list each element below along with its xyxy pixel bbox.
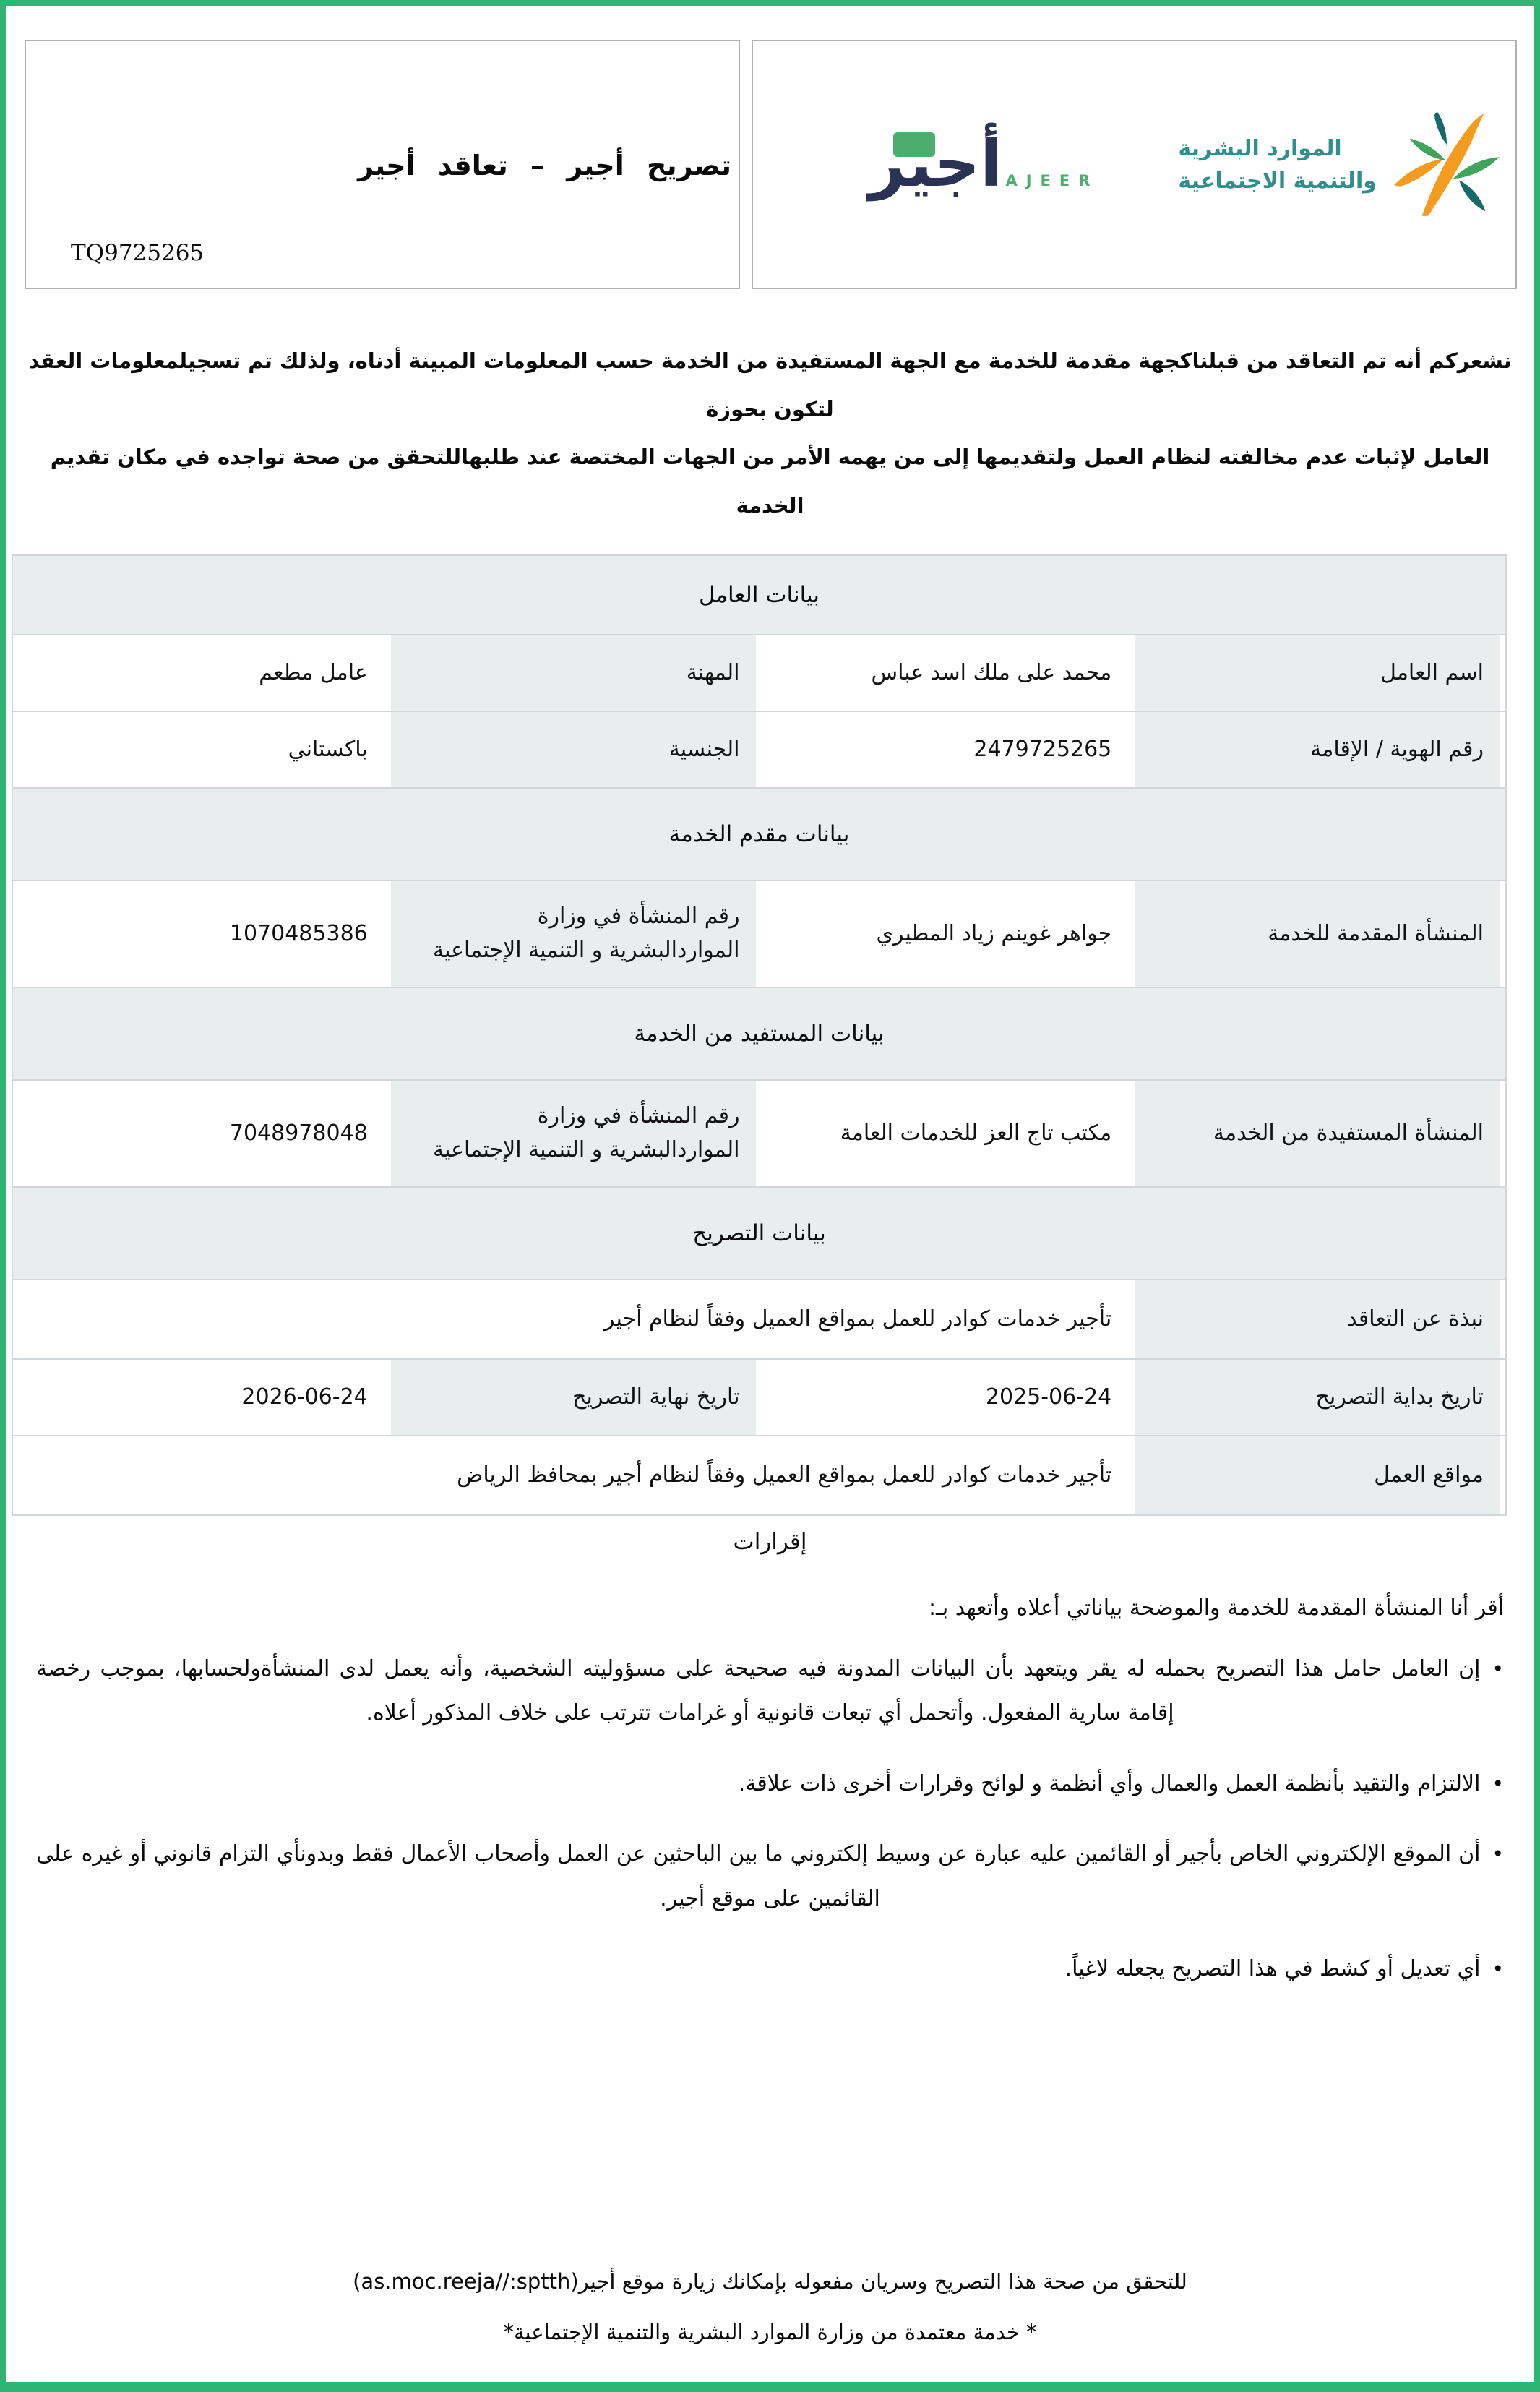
document-header <box>25 40 1517 289</box>
accreditation-note: * خدمة معتمدة من وزارة الموارد البشرية والتنمية الإجتماعية* <box>503 2320 1037 2344</box>
beneficiary-name-value: مكتب تاج العز للخدمات العامة <box>763 1081 1128 1186</box>
contract-about-value: تأجير خدمات كوادر للعمل بمواقع العميل وفقاً لنظام أجير <box>19 1280 1127 1358</box>
worker-name-label: اسم العامل <box>1135 635 1500 711</box>
start-date: 2025-06-24 <box>985 1384 1112 1410</box>
worker-name-value: محمد على ملك اسد عباس <box>763 635 1128 711</box>
section-worker-header: بيانات العامل <box>13 556 1505 634</box>
table-row <box>13 1279 1505 1358</box>
declaration-line: القائمين على موقع أجير. <box>660 1885 880 1911</box>
table-row <box>13 880 1505 987</box>
work-locations-label: مواقع العمل <box>1135 1436 1500 1514</box>
provider-name-label: المنشأة المقدمة للخدمة <box>1135 881 1500 987</box>
start-date-label: تاريخ بداية التصريح <box>1135 1360 1500 1435</box>
verification-text: للتحقق من صحة هذا التصريح وسريان مفعوله بإمكانك زيارة موقع أجير <box>578 2269 1187 2294</box>
id-number: 2479725265 <box>973 736 1112 762</box>
ajeer-logo-latin: AJEER <box>1005 172 1099 190</box>
declaration-text: أي تعديل أو كشط في هذا التصريح يجعله لاغياً. <box>1064 1956 1481 1982</box>
bullet-icon: • <box>1492 1957 1504 1981</box>
id-number-value <box>763 712 1128 787</box>
declaration-item <box>36 1947 1504 1992</box>
work-locations-value: تأجير خدمات كوادر للعمل بمواقع العميل وفقاً لنظام أجير بمحافظ الرياض <box>19 1436 1127 1514</box>
end-date-label: تاريخ نهاية التصريح <box>391 1360 756 1435</box>
declaration-line: إقامة سارية المفعول. وأتحمل أي تبعات قانونية أو غرامات تترتب على خلاف المذكور أعلاه. <box>366 1700 1174 1726</box>
declaration-item <box>36 1762 1504 1806</box>
contract-about-label: نبذة عن التعاقد <box>1135 1280 1500 1358</box>
provider-number-value <box>19 881 384 987</box>
ministry-name <box>1178 132 1376 197</box>
permit-number: TQ9725265 <box>71 240 205 266</box>
end-date: 2026-06-24 <box>241 1384 368 1410</box>
ministry-name-line1: الموارد البشرية <box>1178 135 1342 161</box>
table-row <box>13 1079 1505 1186</box>
table-row <box>13 1435 1505 1514</box>
ajeer-website-url: (as.moc.reeja//:sptth) <box>353 2269 579 2294</box>
beneficiary-number-label: رقم المنشأة في وزارة المواردالبشرية و التنمية الإجتماعية <box>391 1081 756 1186</box>
nationality-label: الجنسية <box>391 712 756 787</box>
logo-box <box>752 40 1517 289</box>
intro-line2: العامل لإثبات عدم مخالفته لنظام العمل ولتقديمها إلى من يهمه الأمر من الجهات المختصة عند طلبهاللتحقق من صحة تواجده في مكان تقديم الخدمة <box>50 445 1490 518</box>
declaration-item <box>36 1832 1504 1921</box>
start-date-value <box>763 1360 1128 1435</box>
ajeer-logo-arabic: أجير <box>869 127 1002 202</box>
declaration-line <box>36 1947 1504 1992</box>
end-date-value <box>19 1360 384 1435</box>
bullet-icon: • <box>1492 1771 1504 1796</box>
document-footer <box>6 2269 1534 2344</box>
declaration-text: الالتزام والتقيد بأنظمة العمل والعمال وأي أنظمة و لوائح وقرارات أخرى ذات علاقة. <box>738 1770 1481 1796</box>
beneficiary-number-value <box>19 1081 384 1186</box>
profession-label: المهنة <box>391 635 756 711</box>
ajeer-logo <box>869 129 1098 200</box>
id-number-label: رقم الهوية / الإقامة <box>1135 712 1500 787</box>
declarations-lead: أقر أنا المنشأة المقدمة للخدمة والموضحة بياناتي أعلاه وأتعهد بـ: <box>928 1595 1504 1621</box>
table-row <box>13 634 1505 711</box>
declaration-line <box>36 1762 1504 1806</box>
provider-number-label: رقم المنشأة في وزارة المواردالبشرية و التنمية الإجتماعية <box>391 881 756 987</box>
declaration-line <box>36 1647 1504 1692</box>
ministry-logo <box>1178 111 1500 219</box>
table-row <box>13 1358 1505 1435</box>
logo-group <box>869 111 1501 219</box>
ajeer-logo-wordmark <box>869 129 1002 200</box>
intro-line1: نشعركم أنه تم التعاقد من قبلناكجهة مقدمة للخدمة مع الجهة المستفيدة من الخدمة حسب المعلومات المبينة أدناه، ولذلك تم تسجيلمعلومات العقد لتكون بحوزة <box>28 348 1512 421</box>
hrsd-palm-icon <box>1393 111 1501 219</box>
title-box <box>25 40 740 289</box>
permit-table <box>12 554 1507 1516</box>
provider-name-value: جواهر غوينم زياد المطيري <box>763 881 1128 987</box>
declarations-title: إقرارات <box>733 1528 807 1555</box>
intro-paragraph <box>27 337 1513 530</box>
verification-note <box>6 2269 1534 2294</box>
provider-number: 1070485386 <box>229 920 368 946</box>
profession-value: عامل مطعم <box>19 635 384 711</box>
section-beneficiary-header: بيانات المستفيد من الخدمة <box>13 987 1505 1079</box>
bullet-icon: • <box>1492 1842 1504 1866</box>
ministry-name-line2: والتنمية الاجتماعية <box>1178 168 1377 194</box>
beneficiary-number: 7048978048 <box>229 1120 368 1146</box>
section-permit-header: بيانات التصريح <box>13 1186 1505 1279</box>
declaration-line <box>36 1832 1504 1877</box>
declaration-item <box>36 1647 1504 1736</box>
beneficiary-name-label: المنشأة المستفيدة من الخدمة <box>1135 1081 1500 1186</box>
declaration-text: إن العامل حامل هذا التصريح بحمله له يقر ويتعهد بأن البيانات المدونة فيه صحيحة على مسؤوليته الشخصية، وأنه يعمل لدى المنشأةولحسابها، بموجب رخصة <box>36 1655 1481 1681</box>
table-row <box>13 711 1505 787</box>
declarations-section <box>36 1529 1504 1992</box>
document-title: تصريح أجير – تعاقد أجير <box>358 150 731 181</box>
nationality-value: باكستاني <box>19 712 384 787</box>
section-provider-header: بيانات مقدم الخدمة <box>13 787 1505 880</box>
bullet-icon: • <box>1492 1656 1504 1681</box>
declaration-text: أن الموقع الإلكتروني الخاص بأجير أو القائمين عليه عبارة عن وسيط إلكتروني ما بين الباحثين عن العمل وأصحاب الأعمال فقط وبدونأي التزام قانوني أو غيره على <box>36 1841 1481 1867</box>
